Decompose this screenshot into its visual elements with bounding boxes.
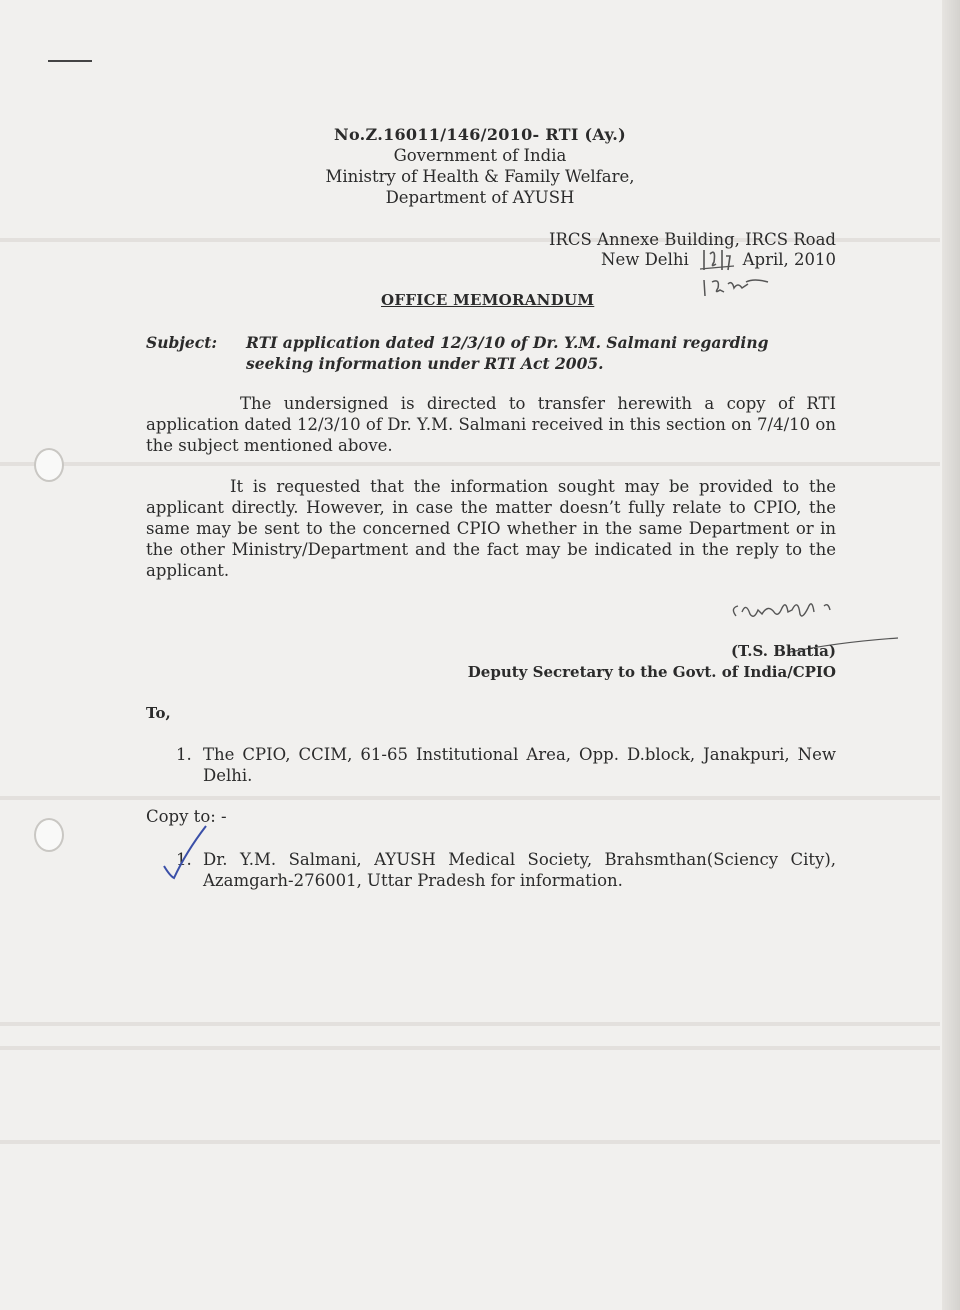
copy-to-label: Copy to: - [146, 807, 227, 826]
list-item [176, 744, 836, 786]
pen-dash-mark [48, 60, 92, 62]
punch-hole [34, 818, 64, 852]
checkmark-icon [160, 822, 210, 882]
subject-line-2: seeking information under RTI Act 2005. [246, 354, 604, 373]
signature-scribble-icon [728, 590, 878, 630]
list-number: 1. [176, 745, 192, 764]
body-paragraph-1 [146, 393, 836, 456]
date-suffix: April, 2010 [742, 250, 836, 269]
bleed-through-line [0, 796, 940, 800]
subject-line-1: RTI application dated 12/3/10 of Dr. Y.M. Salmani regarding [246, 333, 769, 352]
memo-title: OFFICE MEMORANDUM [381, 291, 595, 309]
list-number: 1. [176, 850, 192, 869]
signatory-name: (T.S. Bhatia) [730, 642, 836, 660]
department-line: Department of AYUSH [385, 188, 575, 207]
bleed-through-line [0, 1046, 940, 1050]
government-line: Government of India [393, 146, 567, 165]
bleed-through-line [0, 1140, 940, 1144]
handwritten-date-icon [700, 244, 736, 274]
handwritten-date-correction-icon [702, 276, 772, 300]
list-item [176, 849, 836, 891]
paragraph-text: It is requested that the information sought may be provided to the applicant directly. However, in case the matter doesn’t fully relate to CPIO, the same may be sent to the concerned CPIO whether in the same Department or in the other Ministry/Department and the fact may be indicated in the reply to the applicant. [146, 477, 836, 580]
signatory-designation: Deputy Secretary to the Govt. of India/CPIO [467, 663, 836, 681]
reference-number: No.Z.16011/146/2010- RTI (Ay.) [334, 125, 626, 144]
recipient-text: The CPIO, CCIM, 61-65 Institutional Area, Opp. D.block, Janakpuri, New Delhi. [203, 745, 836, 785]
bleed-through-line [0, 1022, 940, 1026]
address-line: IRCS Annexe Building, IRCS Road [548, 230, 836, 249]
ministry-line: Ministry of Health & Family Welfare, [325, 167, 635, 186]
body-paragraph-2 [146, 476, 836, 581]
to-label: To, [146, 704, 171, 722]
bleed-through-line [0, 462, 940, 466]
punch-hole [34, 448, 64, 482]
subject-label: Subject: [146, 333, 218, 352]
copy-recipient-text: Dr. Y.M. Salmani, AYUSH Medical Society, Brahsmthan(Sciency City), Azamgarh-276001, Uttar Pradesh for information. [203, 850, 836, 890]
paragraph-text: The undersigned is directed to transfer herewith a copy of RTI application dated 12/3/10 of Dr. Y.M. Salmani received in this section on 7/4/10 on the subject mentioned above. [146, 394, 836, 455]
place-label: New Delhi [601, 250, 689, 269]
